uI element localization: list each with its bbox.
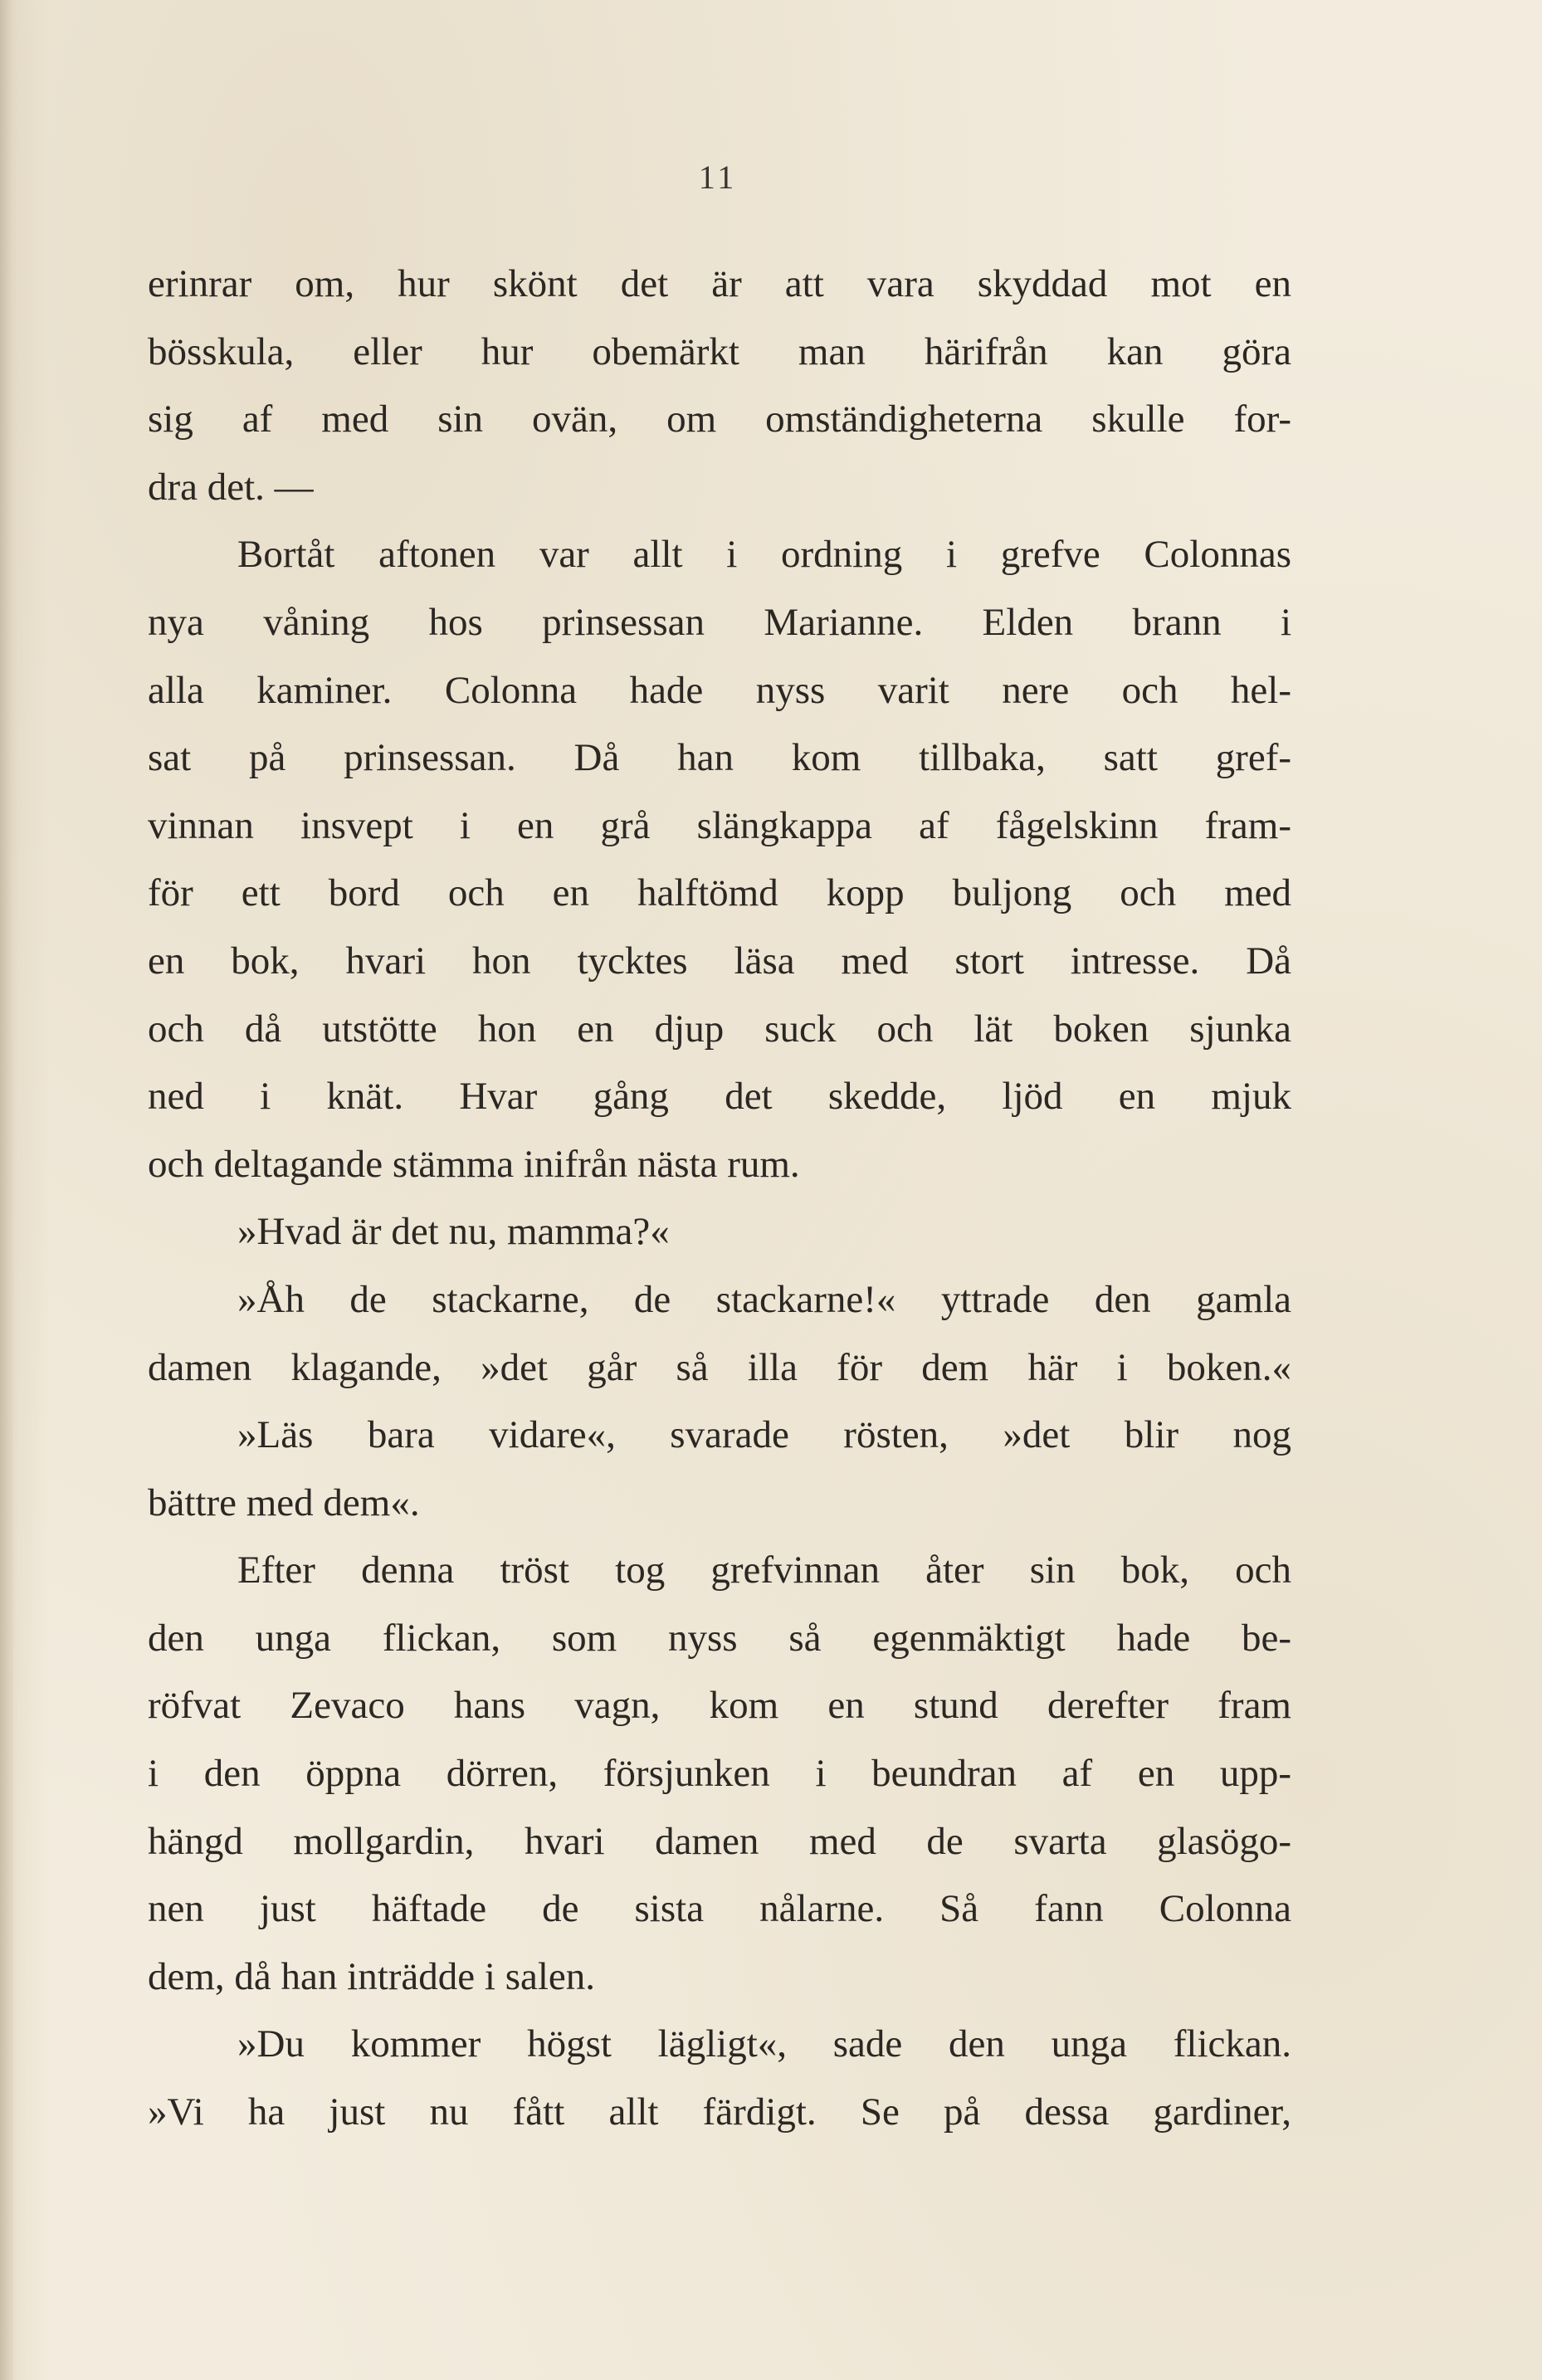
text-line: för ett bord och en halftömd kopp buljong och med [148, 871, 1291, 915]
paragraph-start-line: Bortåt aftonen var allt i ordning i grefve Colonnas [237, 533, 1291, 577]
text-line: hängd mollgardin, hvari damen med de svarta glasögo- [148, 1819, 1291, 1863]
text-line: bättre med dem«. [148, 1480, 420, 1524]
text-line: dra det. — [148, 465, 314, 509]
text-line: sig af med sin ovän, om omständigheterna skulle for- [148, 397, 1291, 441]
text-line: och deltagande stämma inifrån nästa rum. [148, 1142, 800, 1186]
text-line: en bok, hvari hon tycktes läsa med stort intresse. Då [148, 939, 1291, 983]
dialogue-line: »Läs bara vidare«, svarade rösten, »det blir nog [237, 1413, 1291, 1457]
paragraph-start-line: Efter denna tröst tog grefvinnan åter sin bok, och [237, 1548, 1291, 1592]
page-edge [0, 0, 13, 2380]
page-number: 11 [698, 159, 738, 196]
text-line: nen just häftade de sista nålarne. Så fann Colonna [148, 1887, 1291, 1931]
text-line: bösskula, eller hur obemärkt man härifrån kan göra [148, 329, 1291, 373]
text-line: »Vi ha just nu fått allt färdigt. Se på dessa gardiner, [148, 2090, 1291, 2134]
text-line: ned i knät. Hvar gång det skedde, ljöd en mjuk [148, 1075, 1291, 1119]
dialogue-line: »Du kommer högst lägligt«, sade den unga flickan. [237, 2022, 1291, 2066]
text-line: dem, då han inträdde i salen. [148, 1954, 596, 1998]
text-line: vinnan insvept i en grå slängkappa af fågelskinn fram- [148, 803, 1291, 847]
dialogue-line: »Hvad är det nu, mamma?« [237, 1210, 670, 1254]
text-line: sat på prinsessan. Då han kom tillbaka, satt gref- [148, 736, 1291, 780]
text-line: röfvat Zevaco hans vagn, kom en stund derefter fram [148, 1684, 1291, 1728]
text-line: alla kaminer. Colonna hade nyss varit nere och hel- [148, 668, 1291, 712]
text-line: den unga flickan, som nyss så egenmäktigt hade be- [148, 1616, 1291, 1660]
body-text [148, 251, 1291, 2147]
text-line: och då utstötte hon en djup suck och lät boken sjunka [148, 1007, 1291, 1051]
text-line: i den öppna dörren, försjunken i beundran af en upp- [148, 1752, 1291, 1796]
text-line: nya våning hos prinsessan Marianne. Elden brann i [148, 600, 1291, 644]
text-line: damen klagande, »det går så illa för dem här i boken.« [148, 1345, 1291, 1389]
dialogue-line: »Åh de stackarne, de stackarne!« yttrade den gamla [237, 1277, 1291, 1321]
text-line: erinrar om, hur skönt det är att vara skyddad mot en [148, 262, 1291, 305]
